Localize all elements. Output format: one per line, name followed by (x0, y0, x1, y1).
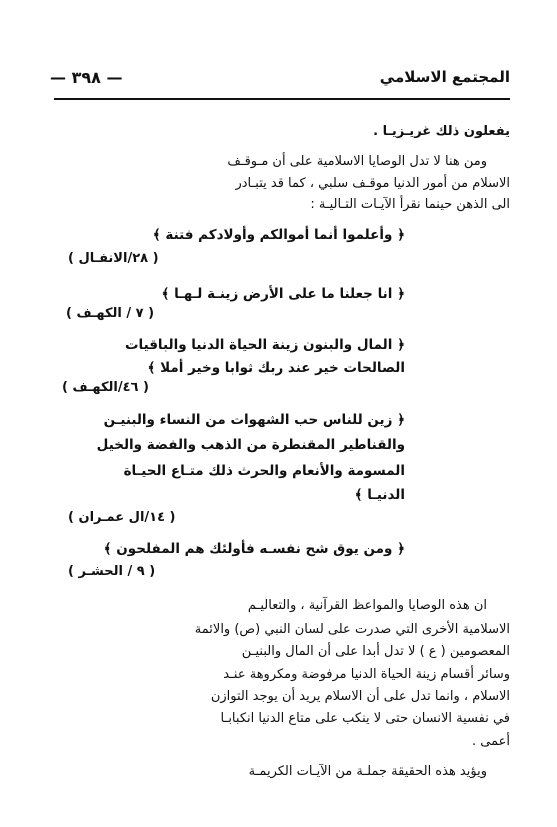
verse-4-line-2 (60, 436, 405, 454)
verse-5-line-1 (104, 540, 405, 558)
para2-line-2: الاسلامية الأخرى التي صدرت على لسان النبي (ص) والائمة (194, 622, 510, 637)
verse-open-mark: ﴿ (397, 227, 405, 243)
verse-close-mark: ﴾ (103, 541, 112, 557)
para3-line-1: ويؤيد هذه الحقيقة جملـة من الآيـات الكريمـة (248, 764, 487, 779)
verse-text: المال والبنون زينة الحياة الدنيا والباقيات (124, 337, 393, 353)
verse-text: زين للناس حب الشهوات من النساء والبنيـن (103, 412, 393, 428)
para2-line-6: في نفسية الانسان حتى لا ينكب على متاع الدنيا انكبابـا (220, 711, 510, 726)
verse-3-line-2 (60, 359, 405, 377)
verse-text: وأعلموا أنما أموالكم وأولادكم فتنة (165, 227, 393, 243)
verse-text: الدنيـا (367, 487, 405, 503)
verse-close-mark: ﴾ (161, 286, 170, 302)
verse-3-reference: ( ٤٦/الكهـف ) (62, 380, 149, 395)
verse-close-mark: ﴾ (354, 487, 363, 503)
verse-text: ومن يوق شح نفسـه فأولئك هم المفلحون (116, 541, 393, 557)
verse-5-reference: ( ٩ / الحشـر ) (68, 564, 156, 579)
verse-2-line-1 (60, 285, 405, 303)
verse-1-reference: ( ٢٨/الانفـال ) (68, 251, 159, 266)
verse-2-reference: ( ٧ / الكهـف ) (66, 306, 155, 321)
para1-line-1: ومن هنا لا تدل الوصايا الاسلامية على أن مـوقـف (227, 154, 487, 169)
para1-line-3: الى الذهن حينما نقرأ الآيـات التـاليـة : (310, 197, 510, 212)
para2-line-3: المعصومين ( ع ) لا تدل أبدا على أن المال والبنيـن (241, 644, 510, 659)
verse-open-mark: ﴿ (397, 337, 405, 353)
page-number: — ٣٩٨ — (50, 68, 123, 87)
para2-line-7: أعمى . (472, 734, 510, 749)
page-header (50, 68, 510, 94)
verse-open-mark: ﴿ (397, 286, 405, 302)
para2-line-5: الاسلام ، وانما تدل على أن الاسلام يريد أن يوجد التوازن (210, 689, 510, 704)
verse-open-mark: ﴿ (397, 412, 405, 428)
verse-close-mark: ﴾ (152, 227, 161, 243)
verse-text: انا جعلنا ما على الأرض زينـة لـهـا (174, 286, 393, 302)
verse-3-line-1 (60, 336, 405, 354)
verse-text: المسومة والأنعام والحرث ذلك متـاع الحيـاة (123, 463, 405, 479)
verse-text: الصالحات خير عند ربك ثوابا وخير أملا (160, 360, 405, 376)
verse-text: والقناطير المقنطرة من الذهب والفضة والخيل (96, 437, 405, 453)
verse-4-line-4 (355, 486, 405, 504)
verse-1-line-1 (60, 226, 405, 244)
running-title: المجتمع الاسلامي (379, 68, 510, 86)
intro-line: يفعلون ذلك غريـزيـا . (373, 124, 510, 139)
para2-line-4: وسائر أقسام زينة الحياة الدنيا مرفوضة ومكروهة عنـد (223, 667, 510, 682)
verse-close-mark: ﴾ (147, 360, 156, 376)
verse-4-reference: ( ١٤/ال عمـران ) (68, 510, 176, 525)
verse-open-mark: ﴿ (397, 541, 405, 557)
para1-line-2: الاسلام من أمور الدنيا موقـف سلبي ، كما قد يتبـادر (235, 176, 510, 191)
para2-line-1: ان هذه الوصايا والمواعظ القرآنية ، والتعاليـم (247, 598, 487, 613)
verse-4-line-3 (60, 462, 405, 480)
verse-4-line-1 (60, 411, 405, 429)
header-rule (54, 98, 510, 100)
